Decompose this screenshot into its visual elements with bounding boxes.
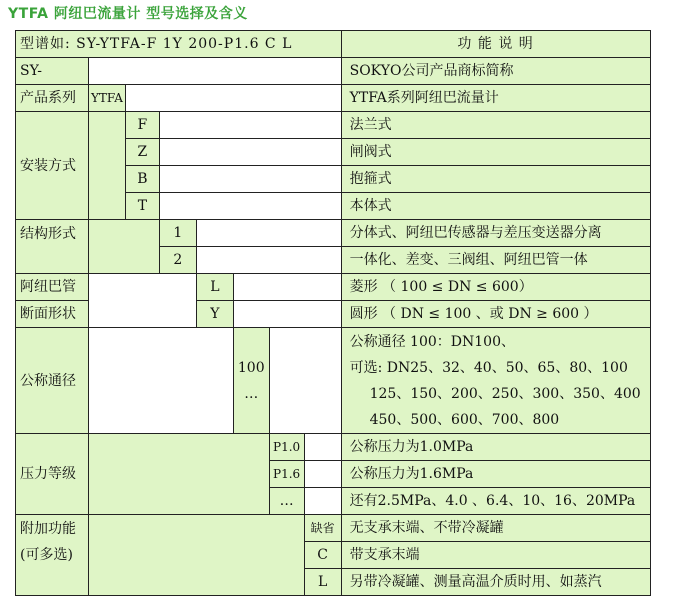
structure-desc-2: 一体化、差变、三阀组、阿纽巴管一体 (341, 247, 650, 274)
shape-desc-y: 圆形 （ DN ≤ 100 、或 DN ≥ 600 ） (341, 301, 650, 328)
diameter-code-line2: … (244, 385, 259, 402)
row-pressure-p10 (16, 434, 651, 461)
header-row (16, 31, 651, 58)
pressure-desc-p16: 公称压力为1.6MPa (341, 461, 650, 488)
extra-desc-l: 另带冷凝罐、测量高温介质时用、如蒸汽 (341, 569, 650, 596)
extra-code-l: L (304, 569, 341, 596)
row-sy (16, 58, 651, 85)
row-diameter (16, 328, 651, 434)
pressure-label: 压力等级 (16, 434, 89, 515)
model-selection-table (15, 30, 651, 596)
row-install-f (16, 112, 651, 139)
extra-label-line2: (可多选) (20, 547, 73, 563)
diameter-desc-line1: 公称通径 100：DN100、 (349, 334, 515, 350)
series-desc: YTFA系列阿纽巴流量计 (341, 85, 650, 112)
extra-code-default: 缺省 (304, 515, 341, 542)
install-code-f: F (125, 112, 159, 139)
row-series (16, 85, 651, 112)
install-code-z: Z (125, 139, 159, 166)
diameter-code (233, 328, 269, 434)
structure-code-2: 2 (159, 247, 196, 274)
row-shape-l (16, 274, 651, 301)
page-title: YTFA 阿纽巴流量计 型号选择及含义 (8, 6, 248, 22)
install-desc-b: 抱箍式 (341, 166, 650, 193)
diameter-desc-line4: 450、500、600、700、800 (369, 412, 560, 428)
diameter-label: 公称通径 (16, 328, 89, 434)
extra-label-line1: 附加功能 (20, 521, 76, 537)
install-desc-z: 闸阀式 (341, 139, 650, 166)
extra-desc-c: 带支承末端 (341, 542, 650, 569)
install-code-t: T (125, 193, 159, 220)
sy-desc: SOKYO公司产品商标简称 (341, 58, 650, 85)
pressure-code-p16: P1.6 (269, 461, 304, 488)
function-header: 功 能 说 明 (341, 31, 650, 58)
install-desc-f: 法兰式 (341, 112, 650, 139)
series-label: 产品系列 (16, 85, 89, 112)
row-extra-default (16, 515, 651, 542)
diameter-code-line1: 100 (237, 359, 265, 376)
structure-label: 结构形式 (16, 220, 89, 274)
series-code: YTFA (89, 85, 126, 112)
extra-desc-default: 无支承末端、不带冷凝罐 (341, 515, 650, 542)
diameter-desc-line2: 可选: DN25、32、40、50、65、80、100 (349, 360, 628, 376)
shape-desc-l: 菱形 （ 100 ≤ DN ≤ 600） (341, 274, 650, 301)
pressure-code-p10: P1.0 (269, 434, 304, 461)
sy-code: SY- (16, 58, 89, 85)
structure-code-1: 1 (159, 220, 196, 247)
model-example-header: 型谱如: SY-YTFA-F 1Y 200-P1.6 C L (16, 31, 342, 58)
pressure-desc-p10: 公称压力为1.0MPa (341, 434, 650, 461)
install-label: 安装方式 (16, 112, 89, 220)
shape-label-line1: 阿纽巴管 (16, 274, 89, 301)
pressure-desc-more: 还有2.5MPa、4.0 、6.4、10、16、20MPa (341, 488, 650, 515)
diameter-desc (341, 328, 650, 434)
pressure-code-more: … (269, 488, 304, 515)
shape-code-y: Y (196, 301, 233, 328)
shape-label-line2: 断面形状 (16, 301, 89, 328)
structure-desc-1: 分体式、阿纽巴传感器与差压变送器分离 (341, 220, 650, 247)
diameter-desc-line3: 125、150、200、250、300、350、400 (369, 386, 641, 402)
install-desc-t: 本体式 (341, 193, 650, 220)
extra-label (16, 515, 89, 596)
row-structure-1 (16, 220, 651, 247)
extra-code-c: C (304, 542, 341, 569)
install-code-b: B (125, 166, 159, 193)
shape-code-l: L (196, 274, 233, 301)
